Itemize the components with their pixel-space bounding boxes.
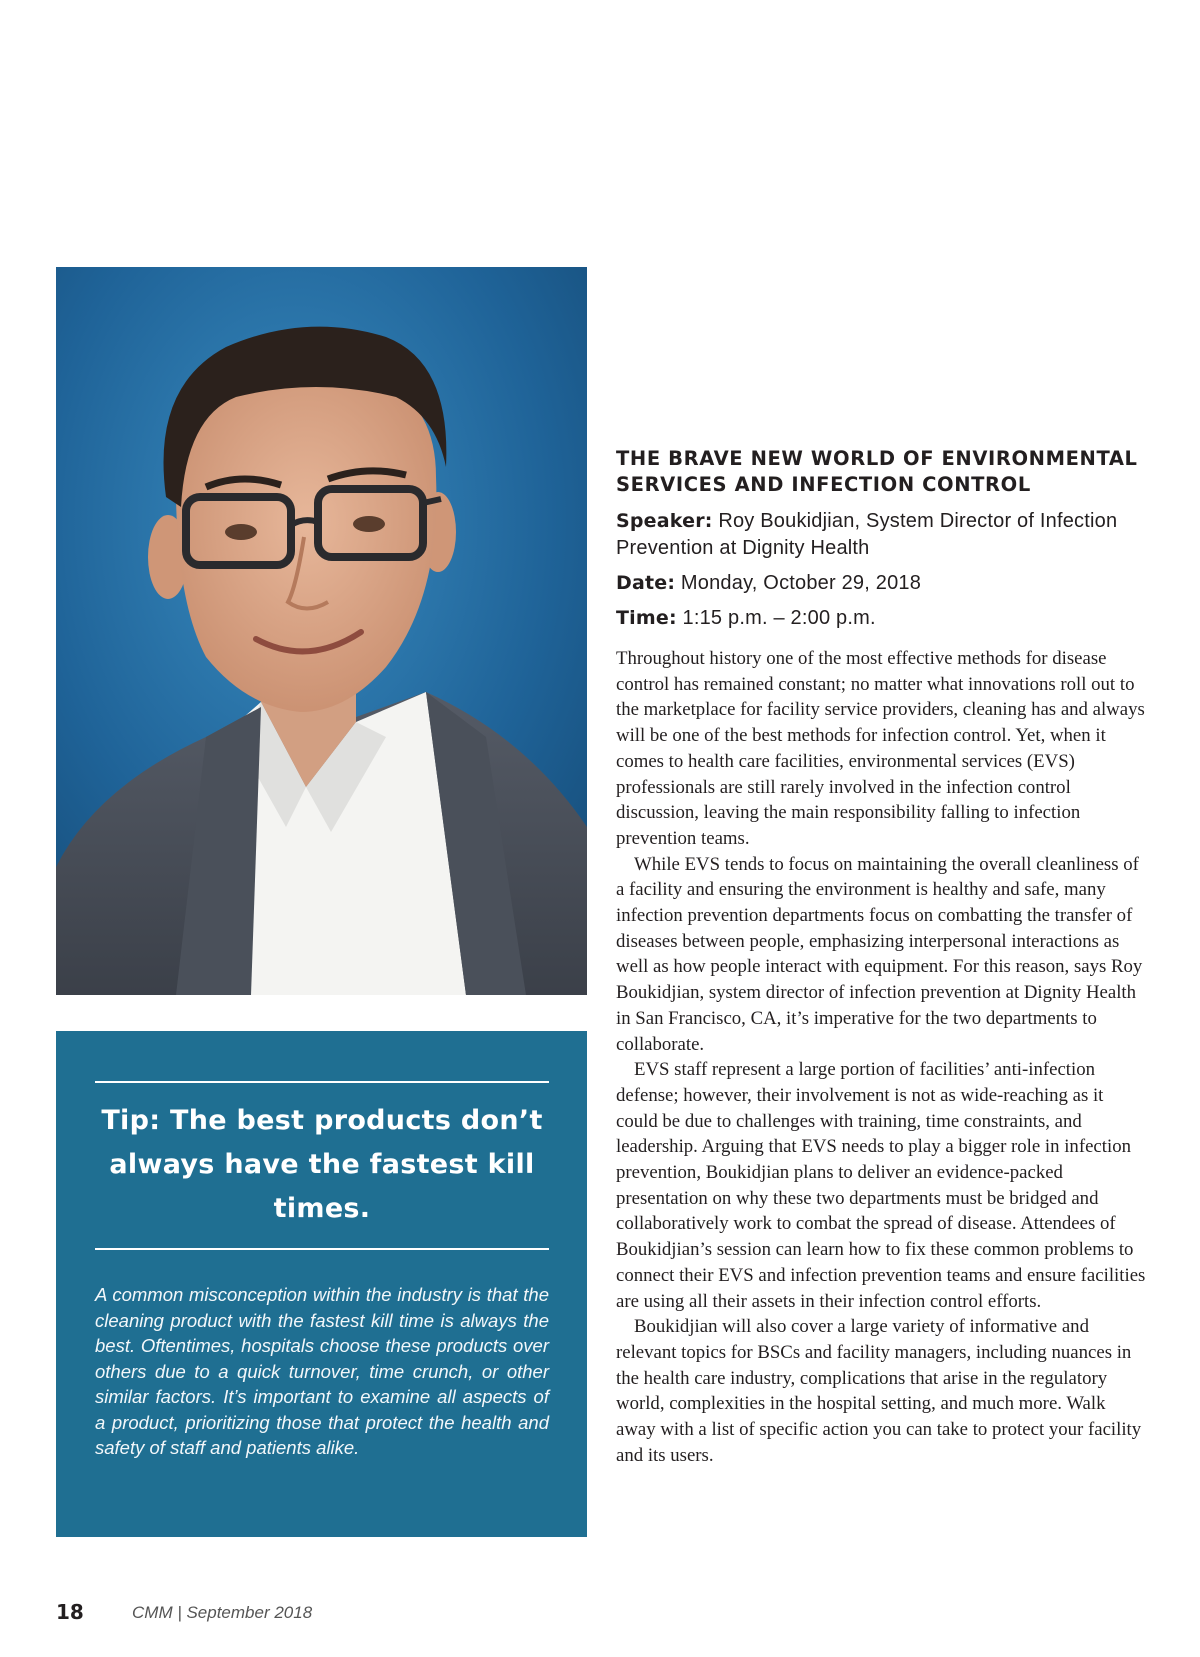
body-paragraph: While EVS tends to focus on maintaining the overall cleanliness of a facility and ensuring the environment is healthy and safe, many infection prevention departments focus on combatting the transfer of diseases between people, emphasizing interpersonal interactions as well as how people interact with equipment. For this reason, says Roy Boukidjian, system director of infection prevention at Dignity Health in San Francisco, CA, it’s imperative for the two departments to collaborate. bbox=[616, 853, 1143, 1055]
article-body bbox=[616, 646, 1148, 1469]
article-column bbox=[616, 446, 1148, 1469]
time-label: Time: bbox=[616, 607, 677, 629]
publication-info: CMM | September 2018 bbox=[132, 1603, 313, 1622]
article-title: THE BRAVE NEW WORLD OF ENVIRONMENTAL SERVICES AND INFECTION CONTROL bbox=[616, 447, 1138, 496]
speaker-value: Roy Boukidjian, System Director of Infection Prevention at Dignity Health bbox=[616, 510, 1118, 559]
body-paragraph: EVS staff represent a large portion of facilities’ anti-infection defense; however, their involvement is not as wide-reaching as it could be due to challenges with training, time constraints, and leadership. Arguing that EVS needs to play a bigger role in infection prevention, Boukidjian plans to deliver an evidence-packed presentation on why these two departments must be bridged and collaboratively work to combat the spread of disease. Attendees of Boukidjian’s session can learn how to fix these common problems to connect their EVS and infection prevention teams and ensure facilities are using all their assets in their infection control efforts. bbox=[616, 1059, 1146, 1312]
time-value: 1:15 p.m. – 2:00 p.m. bbox=[676, 607, 876, 629]
page-number: 18 bbox=[56, 1600, 84, 1624]
tip-body: A common misconception within the industry is that the cleaning product with the fastest kill time is always the best. Oftentimes, hospitals choose these products over others due to a quick turnover, time crunch, or other similar factors. It’s important to examine all aspects of a product, prioritizing those that protect the health and safety of staff and patients alike. bbox=[95, 1284, 549, 1458]
date-value: Monday, October 29, 2018 bbox=[675, 572, 922, 594]
time-line bbox=[616, 605, 1148, 632]
body-paragraph: Throughout history one of the most effective methods for disease control has remained constant; no matter what innovations roll out to the marketplace for facility service providers, cleaning has and always will be one of the best methods for infection control. Yet, when it comes to health care facilities, environmental services (EVS) professionals are still rarely involved in the infection control discussion, leaving the main responsibility falling to infection prevention teams. bbox=[616, 648, 1145, 849]
tip-bottom-divider bbox=[95, 1248, 549, 1250]
speaker-label: Speaker: bbox=[616, 510, 713, 532]
portrait-illustration bbox=[56, 267, 587, 995]
body-paragraph: Boukidjian will also cover a large variety of informative and relevant topics for BSCs and facility managers, including nuances in the health care industry, complications that arise in the regulatory world, complexities in the hospital setting, and much more. Walk away with a list of specific action you can take to protect your facility and its users. bbox=[616, 1316, 1142, 1466]
speaker-photo bbox=[56, 267, 587, 995]
speaker-line bbox=[616, 508, 1148, 562]
tip-box bbox=[56, 1031, 587, 1537]
tip-top-divider bbox=[95, 1081, 549, 1083]
tip-heading: Tip: The best products don’t always have the fastest kill times. bbox=[101, 1105, 543, 1224]
date-label: Date: bbox=[616, 572, 676, 594]
date-line bbox=[616, 570, 1148, 597]
